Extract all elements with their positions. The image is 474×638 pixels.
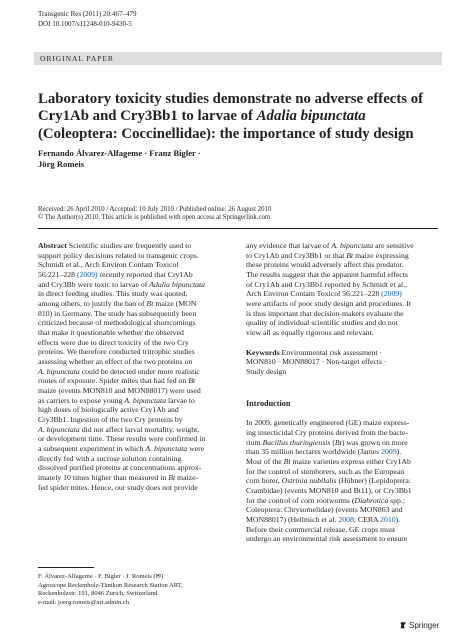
abstract-line <box>38 405 232 415</box>
line-italic: Bt <box>283 457 291 467</box>
intro-line <box>246 515 440 525</box>
citation-link[interactable]: 2008 <box>338 515 354 525</box>
line-text: ). <box>395 515 401 525</box>
line-text: corn borer, <box>246 476 282 486</box>
abstract-line <box>246 318 440 328</box>
introduction-heading: Introduction <box>246 398 291 408</box>
line-text: routes of exposure. Spider mites that had fed on <box>38 376 189 386</box>
line-text: as carriers to expose young <box>38 395 125 405</box>
line-text: Schmidt et al., Arch Environ Contam Toxicol <box>38 260 179 270</box>
line-text: Coleoptera: Chrysomelidae) (events MON863 and <box>246 505 403 515</box>
abstract-line <box>38 309 232 319</box>
line-text: did not affect larval mortality, weight, <box>79 424 200 434</box>
citation-link[interactable]: (2009) <box>76 270 98 280</box>
footnote-divider <box>38 567 94 568</box>
history-dates: Received: 26 April 2010 / Accepted: 10 July 2010 / Published online: 26 August 2010 <box>38 206 272 213</box>
line-text: were <box>187 444 205 454</box>
line-text: ). <box>396 447 402 457</box>
author-list <box>38 148 338 170</box>
abstract-line <box>38 338 232 348</box>
intro-line <box>246 418 440 428</box>
line-text: Cry3Bb1. Ingestion of the two Cry proteins by <box>38 415 183 425</box>
abstract-line <box>38 463 232 473</box>
abstract-line <box>38 270 232 280</box>
publisher-logo <box>399 621 439 630</box>
abstract-line <box>38 299 232 309</box>
line-italic: Bt <box>168 473 176 483</box>
abstract-line <box>38 280 232 290</box>
abstract-line <box>38 434 232 444</box>
intro-line <box>246 428 440 438</box>
line-text: a subsequent experiment in which <box>38 444 146 454</box>
spacer <box>246 377 440 399</box>
line-text: MON88017) (Hellmich et al. <box>246 515 339 525</box>
line-text: for the control of corn rootworms ( <box>246 495 355 505</box>
line-text: is thus important that decision-makers evaluate the <box>246 308 404 318</box>
line-text: to Cry1Ab and Cry3Bb1 or that <box>246 250 347 260</box>
keywords-line <box>246 357 440 367</box>
abstract-line <box>38 415 232 425</box>
affiliation-address: Reckenholzstr. 191, 8046 Zurich, Switzerland <box>38 590 158 598</box>
journal-doi[interactable]: DOI 10.1007/s11248-010-9430-5 <box>38 19 132 28</box>
line-text: In 2009, genetically engineered (GE) maize express- <box>246 418 410 428</box>
citation-link[interactable]: (2009) <box>381 289 402 299</box>
abstract-line <box>38 483 232 493</box>
title-part-2: (Coleoptera: Coccinellidae): the importance of study design <box>38 125 414 142</box>
abstract-line <box>246 280 440 290</box>
abstract-line <box>38 241 232 251</box>
abstract-column <box>38 241 232 492</box>
line-text: (Hübner) (Lepidoptera: <box>336 476 411 486</box>
line-text: are sensitive <box>373 241 414 250</box>
abstract-line <box>38 454 232 464</box>
affiliation-footnote <box>38 573 232 607</box>
line-italic: Bacillus thuringiensis <box>262 437 331 447</box>
line-text: Before their commercial release, GE crops must <box>246 524 396 534</box>
line-italic: Ostrinia nubilalis <box>281 476 337 486</box>
abstract-line <box>246 309 440 319</box>
abstract-line <box>38 473 232 483</box>
line-text: support policy decisions related to transgenic crops. <box>38 250 199 260</box>
line-text: any evidence that larvae of <box>246 241 332 250</box>
line-text: of Cry1Ab and Cry3Bb1 reported by Schmidt et al., <box>246 279 408 289</box>
intro-line <box>246 476 440 486</box>
keywords-line <box>246 367 440 377</box>
abstract-line <box>38 357 232 367</box>
abstract-line <box>246 289 440 299</box>
line-italic: Adalia bipunctata <box>149 279 206 289</box>
line-text: Most of the <box>246 457 284 467</box>
line-text: maize (events MON810 and MON88017) were used <box>38 386 201 396</box>
header-divider <box>38 228 438 229</box>
abstract-line <box>38 376 232 386</box>
abstract-line <box>246 241 440 251</box>
abstract-line <box>246 260 440 270</box>
keywords-text: Environmental risk assessment · <box>281 347 383 357</box>
spacer <box>246 408 440 418</box>
line-text: quality of individual scientific studies and do not <box>246 318 398 328</box>
line-text: directly fed with a sucrose solution containing <box>38 453 182 463</box>
title-part-1: Laboratory toxicity studies demonstrate no adverse effects of Cry1Ab and Cry3Bb1 to larvae of <box>38 91 424 125</box>
intro-line <box>246 486 440 496</box>
line-text: maize- <box>175 473 199 483</box>
line-text: were artifacts of poor study design and procedures. It <box>246 299 412 309</box>
line-text: or development time. These results were confirmed in <box>38 434 206 444</box>
intro-line <box>246 447 440 457</box>
citation-link[interactable]: 2010 <box>380 515 396 525</box>
springer-horse-icon <box>399 621 407 629</box>
line-italic: A. bipunctata <box>38 366 80 376</box>
abstract-line <box>38 425 232 435</box>
article-type-ribbon: ORIGINAL PAPER <box>34 52 442 65</box>
line-text: Crambidae) (events MON810 and Bt11), or Cry3Bb1 <box>246 486 412 496</box>
right-column <box>246 241 440 544</box>
abstract-line <box>38 328 232 338</box>
abstract-line <box>38 347 232 357</box>
line-italic: Bt <box>188 376 196 386</box>
line-text: 56:221–228 <box>38 270 77 280</box>
line-text: maize varieties express either Cry1Ab <box>290 457 411 467</box>
keywords-label: Keywords <box>246 347 282 357</box>
line-italic: A. bipunctata <box>38 424 80 434</box>
line-italic: Diabrotica <box>354 495 389 505</box>
abstract-line <box>38 251 232 261</box>
abstract-line <box>38 289 232 299</box>
line-text: than 35 million hectares worldwide (James <box>246 447 382 457</box>
author-line-2[interactable]: Jörg Romeis <box>38 159 85 170</box>
abstract-label: Abstract <box>38 241 69 250</box>
intro-line <box>246 505 440 515</box>
line-text: imately 10 times higher than measured in <box>38 473 169 483</box>
line-text: ing insecticidal Cry proteins derived from the bacte- <box>246 428 409 438</box>
publisher-name: Springer <box>409 621 440 630</box>
journal-volume: Transgenic Res (2011) 20:467–479 <box>38 10 137 18</box>
abstract-line <box>38 260 232 270</box>
abstract-line <box>246 270 440 280</box>
title-species: Adalia bipunctata <box>256 108 366 125</box>
line-italic: A. bipunctata <box>331 241 374 250</box>
line-text: 810) in Germany. The study has subsequently been <box>38 308 197 318</box>
line-text: high doses of biologically active Cry1Ab and <box>38 405 179 415</box>
line-text: for the control of stemborers, such as the European <box>246 466 405 476</box>
abstract-line <box>38 386 232 396</box>
affiliation-authors: F. Álvarez-Alfageme · F. Bigler · J. Romeis (✉) <box>38 573 164 580</box>
line-text: ; CERA <box>353 515 381 525</box>
line-text: that make it questionable whether the observed <box>38 328 184 338</box>
line-text: rium <box>246 437 263 447</box>
affiliation-institute: Agroscope Reckenholz-Tänikon Research Station ART, <box>38 581 183 589</box>
line-text: The results suggest that the apparent harmful effects <box>246 270 408 280</box>
abstract-line <box>246 328 440 338</box>
journal-citation <box>38 10 136 29</box>
copyright-notice: © The Author(s) 2010. This article is published with open access at Springerlink.com <box>38 214 271 222</box>
line-italic: Bt <box>146 299 154 309</box>
line-italic: Bt <box>346 250 354 260</box>
line-text: ) was grown on more <box>341 437 408 447</box>
line-text: proteins. We therefore conducted tritrophic studies <box>38 347 195 357</box>
line-text: maize (MON <box>153 299 197 309</box>
intro-line <box>246 534 440 544</box>
intro-line <box>246 496 440 506</box>
keywords-text: Study design <box>246 367 287 377</box>
abstract-line <box>38 367 232 377</box>
spacer <box>246 338 440 348</box>
author-line-1[interactable]: Fernando Álvarez-Alfageme · Franz Bigler · <box>38 148 201 158</box>
line-text: criticized because of methodological shortcomings <box>38 318 196 328</box>
article-title <box>38 91 440 143</box>
intro-line <box>246 438 440 448</box>
line-italic: A. bipunctata <box>145 444 188 454</box>
line-italic: Bt <box>334 437 342 447</box>
line-text: in direct feeding studies. This study was quoted, <box>38 289 188 299</box>
abstract-line <box>38 318 232 328</box>
line-text: among others, to justify the ban of <box>38 299 147 309</box>
line-text: dissolved purified proteins at concentrations approx- <box>38 463 202 473</box>
abstract-line <box>246 299 440 309</box>
line-text: undergo an environmental risk assessment to ensure <box>246 534 408 544</box>
line-text: recently reported that Cry1Ab <box>97 270 193 280</box>
line-text: ( <box>330 437 335 447</box>
line-text: assessing whether an effect of the two proteins on <box>38 357 193 367</box>
publication-dates <box>38 206 271 223</box>
line-text: maize expressing <box>353 250 409 260</box>
intro-line <box>246 457 440 467</box>
line-text: and Cry3Bb were toxic to larvae of <box>38 279 150 289</box>
keywords-text: MON810 · MON88017 · Non-target effects · <box>246 357 387 367</box>
keywords-line <box>246 348 440 358</box>
line-text: fed spider mites. Hence, our study does not provide <box>38 482 198 492</box>
intro-line <box>246 467 440 477</box>
line-text: could be detected under more realistic <box>79 366 200 376</box>
abstract-line <box>38 444 232 454</box>
citation-link[interactable]: 2009 <box>381 447 397 457</box>
line-text: Scientific studies are frequently used to <box>68 241 192 250</box>
line-text: Arch Environ Contam Toxicol 56:221–228 <box>246 289 382 299</box>
line-text: spp.; <box>388 495 406 505</box>
line-text: these proteins would adversely affect this predator. <box>246 260 404 270</box>
intro-line <box>246 525 440 535</box>
abstract-line <box>38 396 232 406</box>
line-text: larvae to <box>166 395 195 405</box>
line-text: effects were due to direct toxicity of the two Cry <box>38 337 189 347</box>
line-text: view all as equally rigorous and relevant. <box>246 328 374 338</box>
line-italic: A. bipunctata <box>124 395 167 405</box>
affiliation-email[interactable]: e-mail: joerg.romeis@art.admin.ch <box>38 598 130 606</box>
abstract-line <box>246 251 440 261</box>
